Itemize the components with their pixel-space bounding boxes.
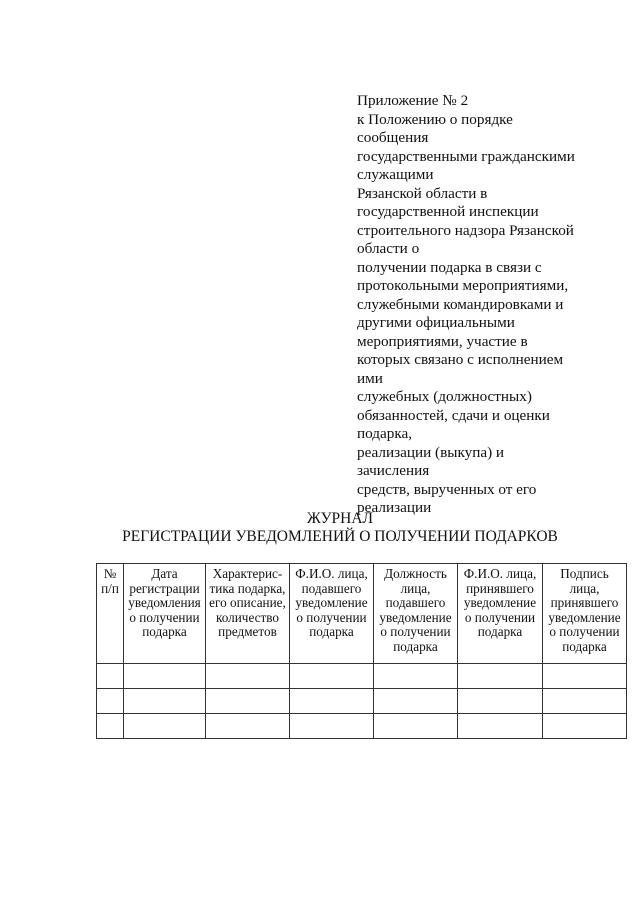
table-cell (206, 664, 290, 689)
table-cell (124, 714, 206, 739)
appendix-line: к Положению о порядке (357, 110, 513, 128)
appendix-line: Рязанской области в (357, 184, 488, 202)
table-cell (97, 664, 124, 689)
table-cell (374, 714, 458, 739)
table-cell (97, 689, 124, 714)
appendix-line: зачисления (357, 462, 430, 479)
table-cell (206, 714, 290, 739)
journal-title-line2: РЕГИСТРАЦИИ УВЕДОМЛЕНИЙ О ПОЛУЧЕНИИ ПОДАРКОВ (122, 528, 558, 545)
appendix-line: получении подарка в связи с (357, 258, 542, 276)
appendix-line: которых связано с исполнением (357, 351, 564, 368)
appendix-line: государственной инспекции (357, 203, 539, 220)
table-cell (374, 689, 458, 714)
appendix-line: служебных (должностных) (357, 388, 532, 405)
column-header: № п/п (97, 564, 124, 664)
appendix-line: мероприятиями, участие в (357, 332, 528, 350)
table-cell (543, 664, 627, 689)
table-cell (290, 689, 374, 714)
table-cell (97, 714, 124, 739)
appendix-line: реализации (357, 499, 432, 516)
appendix-line: обязанностей, сдачи и оценки (357, 406, 550, 424)
appendix-header (357, 92, 617, 518)
table-cell (206, 689, 290, 714)
appendix-line: средств, вырученных от его (357, 480, 537, 498)
table-cell (458, 689, 543, 714)
appendix-line: ими (357, 369, 383, 387)
column-header: Ф.И.О. лица, подавшего уведомление о получении подарка (290, 564, 374, 664)
appendix-line: области о (357, 240, 420, 257)
appendix-line: служебными командировками и (357, 295, 564, 313)
appendix-line: сообщения (357, 129, 429, 146)
table-cell (124, 664, 206, 689)
table-row (97, 664, 627, 689)
column-header: Дата регистрации уведомления о получении подарка (124, 564, 206, 664)
table-cell (290, 664, 374, 689)
table-cell (543, 689, 627, 714)
appendix-line: государственными гражданскими (357, 147, 575, 165)
table-cell (290, 714, 374, 739)
column-header: Характерис-тика подарка, его описание, количество предметов (206, 564, 290, 664)
appendix-line: Приложение № 2 (357, 92, 469, 109)
table-cell (124, 689, 206, 714)
table-cell (458, 664, 543, 689)
appendix-line: строительного надзора Рязанской (357, 221, 574, 239)
table-row (97, 689, 627, 714)
appendix-line: протокольными мероприятиями, (357, 277, 569, 294)
table-cell (543, 714, 627, 739)
journal-title (90, 510, 590, 546)
gift-registration-table (96, 563, 627, 739)
table-cell (458, 714, 543, 739)
journal-title-line1: ЖУРНАЛ (306, 510, 374, 527)
appendix-line: реализации (выкупа) и (357, 443, 505, 461)
table-row (97, 714, 627, 739)
appendix-line: подарка, (357, 425, 413, 442)
column-header: Подпись лица, принявшего уведомление о получении подарка (543, 564, 627, 664)
table-cell (374, 664, 458, 689)
appendix-line: служащими (357, 166, 434, 183)
column-header: Ф.И.О. лица, принявшего уведомление о получении подарка (458, 564, 543, 664)
column-header: Должность лица, подавшего уведомление о получении подарка (374, 564, 458, 664)
appendix-line: другими официальными (357, 314, 515, 331)
